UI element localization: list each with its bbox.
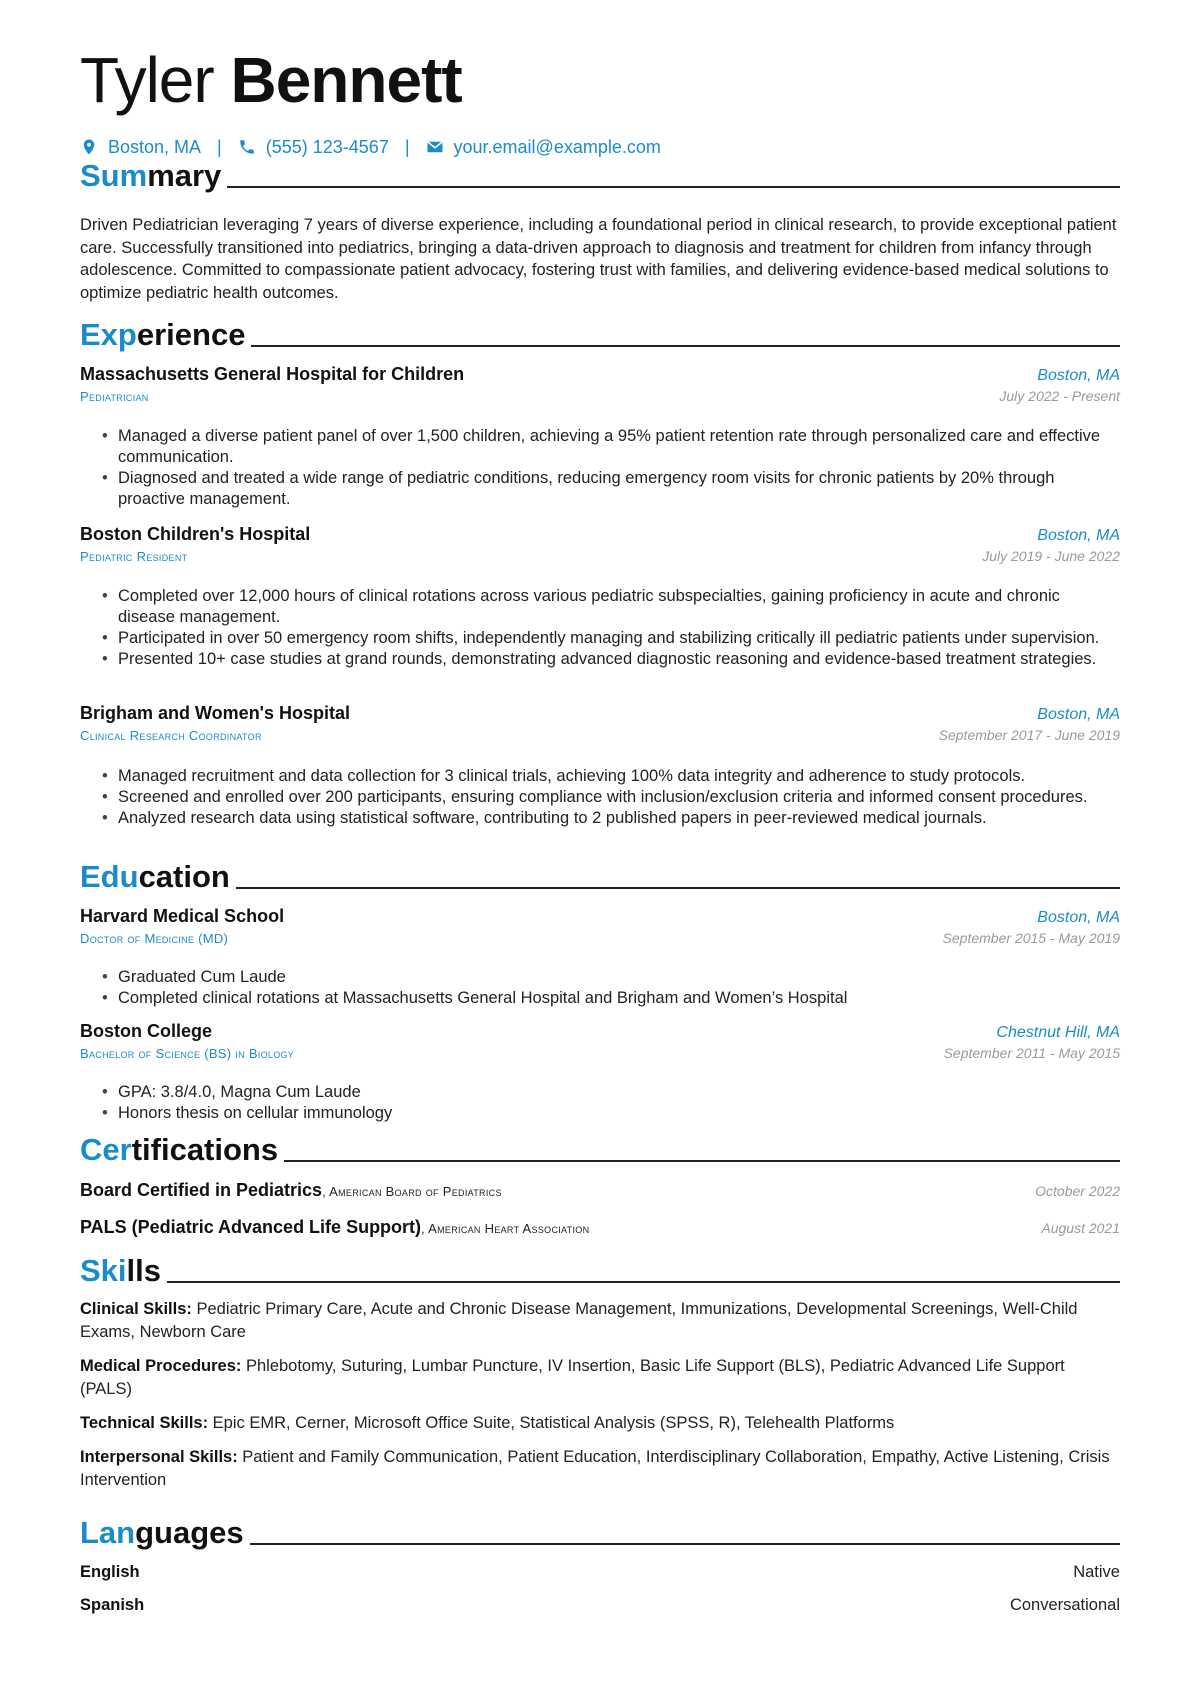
employer-name: Brigham and Women's Hospital [80, 703, 350, 723]
entry-location: Boston, MA [1037, 706, 1120, 723]
section-rule [284, 1160, 1120, 1162]
title-rest: tifications [131, 1132, 279, 1167]
skill-label: Technical Skills: [80, 1414, 209, 1432]
section-title-experience [80, 315, 1120, 355]
education-bullets [80, 967, 1120, 1009]
entry-dates: July 2019 - June 2022 [982, 548, 1120, 564]
language-row [80, 1594, 1120, 1616]
school-name: Harvard Medical School [80, 906, 285, 926]
language-row [80, 1561, 1120, 1583]
degree: Doctor of Medicine (MD) [80, 931, 229, 946]
school-name: Boston College [80, 1021, 213, 1041]
employer-name: Boston Children's Hospital [80, 524, 311, 544]
bullet-item: • Presented 10+ case studies at grand rounds, demonstrating advanced diagnostic reasoning and evidence-based treatment strategies. [80, 649, 1120, 670]
entry-dates: September 2011 - May 2015 [943, 1045, 1120, 1061]
bullet-item: • GPA: 3.8/4.0, Magna Cum Laude [80, 1082, 1120, 1103]
bullet-item: • Diagnosed and treated a wide range of pediatric conditions, reducing emergency room visits for chronic patients by 20% through proactive management. [80, 468, 1120, 510]
skill-values: Patient and Family Communication, Patient Education, Interdisciplinary Collaboration, Empathy, Active Listening, Crisis Intervention [80, 1448, 1110, 1489]
section-title-languages [80, 1513, 1120, 1553]
language-name: Spanish [80, 1596, 145, 1614]
skill-label: Interpersonal Skills: [80, 1448, 238, 1466]
certification-issuer: , American Heart Association [421, 1221, 590, 1236]
section-title-certifications [80, 1130, 1120, 1170]
education-entry-header [80, 906, 1120, 952]
degree: Bachelor of Science (BS) in Biology [80, 1046, 295, 1061]
title-accent: Edu [80, 859, 139, 894]
section-rule [227, 186, 1120, 188]
title-rest: guages [135, 1515, 244, 1550]
entry-dates: September 2015 - May 2019 [942, 930, 1120, 946]
experience-entry-header [80, 703, 1120, 749]
skill-row [80, 1412, 1120, 1435]
certification-name: PALS (Pediatric Advanced Life Support) [80, 1217, 422, 1237]
bullet-item: • Graduated Cum Laude [80, 967, 1120, 988]
phone-text: (555) 123-4567 [265, 136, 389, 157]
entry-dates: September 2017 - June 2019 [938, 727, 1120, 743]
section-rule [236, 887, 1120, 889]
title-rest: erience [136, 317, 246, 352]
candidate-name [80, 42, 462, 118]
certification-item [80, 1217, 1120, 1243]
certification-issuer: , American Board of Pediatrics [322, 1184, 502, 1199]
title-rest: lls [126, 1253, 161, 1288]
title-rest: mary [147, 158, 222, 193]
bullet-item: • Completed clinical rotations at Massachusetts General Hospital and Brigham and Women’s Hospital [80, 988, 1120, 1009]
certification-item [80, 1180, 1120, 1206]
title-accent: Sum [80, 158, 148, 193]
education-bullets [80, 1082, 1120, 1124]
map-pin-icon [80, 138, 98, 156]
section-rule [251, 345, 1120, 347]
section-rule [250, 1543, 1120, 1545]
skill-row [80, 1355, 1120, 1400]
bullet-item: • Honors thesis on cellular immunology [80, 1103, 1120, 1124]
title-accent: Lan [80, 1515, 136, 1550]
certification-date: October 2022 [1035, 1183, 1120, 1199]
bullet-item: • Screened and enrolled over 200 participants, ensuring compliance with inclusion/exclusion criteria and informed consent procedures. [80, 787, 1120, 808]
bullet-item: • Managed recruitment and data collection for 3 clinical trials, achieving 100% data integrity and adherence to study protocols. [80, 766, 1120, 787]
entry-location: Chestnut Hill, MA [996, 1024, 1120, 1041]
contact-email[interactable] [426, 137, 661, 158]
language-level: Conversational [1009, 1596, 1120, 1614]
section-title-skills [80, 1251, 1120, 1291]
section-rule [167, 1281, 1120, 1283]
location-text: Boston, MA [108, 136, 202, 157]
last-name: Bennett [230, 44, 462, 116]
job-title: Clinical Research Coordinator [80, 728, 262, 743]
experience-entry-header [80, 364, 1120, 410]
job-title: Pediatric Resident [80, 549, 188, 564]
section-title-summary [80, 156, 1120, 196]
skill-values: Phlebotomy, Suturing, Lumbar Puncture, IV Insertion, Basic Life Support (BLS), Pediatric Advanced Life Support (PALS) [80, 1357, 1065, 1398]
education-entry-header [80, 1021, 1120, 1067]
phone-icon [238, 138, 256, 156]
section-title-education [80, 857, 1120, 897]
skill-label: Clinical Skills: [80, 1300, 192, 1318]
envelope-icon [426, 138, 444, 156]
contact-location [80, 137, 201, 158]
skill-row [80, 1446, 1120, 1491]
language-name: English [80, 1563, 140, 1581]
title-accent: Exp [80, 317, 137, 352]
experience-entry-header [80, 524, 1120, 570]
employer-name: Massachusetts General Hospital for Children [80, 364, 465, 384]
skill-values: Epic EMR, Cerner, Microsoft Office Suite, Statistical Analysis (SPSS, R), Telehealth Platforms [208, 1414, 895, 1432]
bullet-item: • Managed a diverse patient panel of over 1,500 children, achieving a 95% patient retention rate through personalized care and effective communication. [80, 426, 1120, 468]
skill-row [80, 1298, 1120, 1343]
summary-text: Driven Pediatrician leveraging 7 years of diverse experience, including a foundational period in clinical research, to provide exceptional patient care. Successfully transitioned into pediatrics, bringing a data-driven approach to diagnosis and treatment for children from infancy through adolescence. Committed to compassionate patient advocacy, fostering trust with families, and delivering evidence-based medical solutions to optimize pediatric health outcomes. [80, 216, 1117, 302]
contact-separator: | [217, 136, 222, 157]
title-accent: Cer [80, 1132, 132, 1167]
entry-location: Boston, MA [1037, 527, 1120, 544]
entry-dates: July 2022 - Present [999, 388, 1120, 404]
skill-values: Pediatric Primary Care, Acute and Chronic Disease Management, Immunizations, Developmental Screenings, Well-Child Exams, Newborn Care [80, 1300, 1078, 1341]
title-accent: Ski [80, 1253, 127, 1288]
certification-date: August 2021 [1041, 1220, 1120, 1236]
email-text: your.email@example.com [453, 136, 661, 157]
language-level: Native [1073, 1563, 1120, 1581]
experience-bullets [80, 766, 1120, 829]
job-title: Pediatrician [80, 389, 149, 404]
bullet-item: • Completed over 12,000 hours of clinical rotations across various pediatric subspecialties, gaining proficiency in acute and chronic disease management. [80, 586, 1120, 628]
entry-location: Boston, MA [1037, 367, 1120, 384]
bullet-item: • Analyzed research data using statistical software, contributing to 2 published papers in peer-reviewed medical journals. [80, 808, 1120, 829]
certification-name: Board Certified in Pediatrics [80, 1180, 323, 1200]
bullet-item: • Participated in over 50 emergency room shifts, independently managing and stabilizing critically ill pediatric patients under supervision. [80, 628, 1120, 649]
entry-location: Boston, MA [1037, 909, 1120, 926]
contact-phone[interactable] [238, 137, 389, 158]
title-rest: cation [138, 859, 230, 894]
first-name: Tyler [80, 44, 214, 116]
experience-bullets [80, 426, 1120, 510]
skill-label: Medical Procedures: [80, 1357, 242, 1375]
contact-separator: | [404, 136, 410, 157]
experience-bullets [80, 586, 1120, 670]
